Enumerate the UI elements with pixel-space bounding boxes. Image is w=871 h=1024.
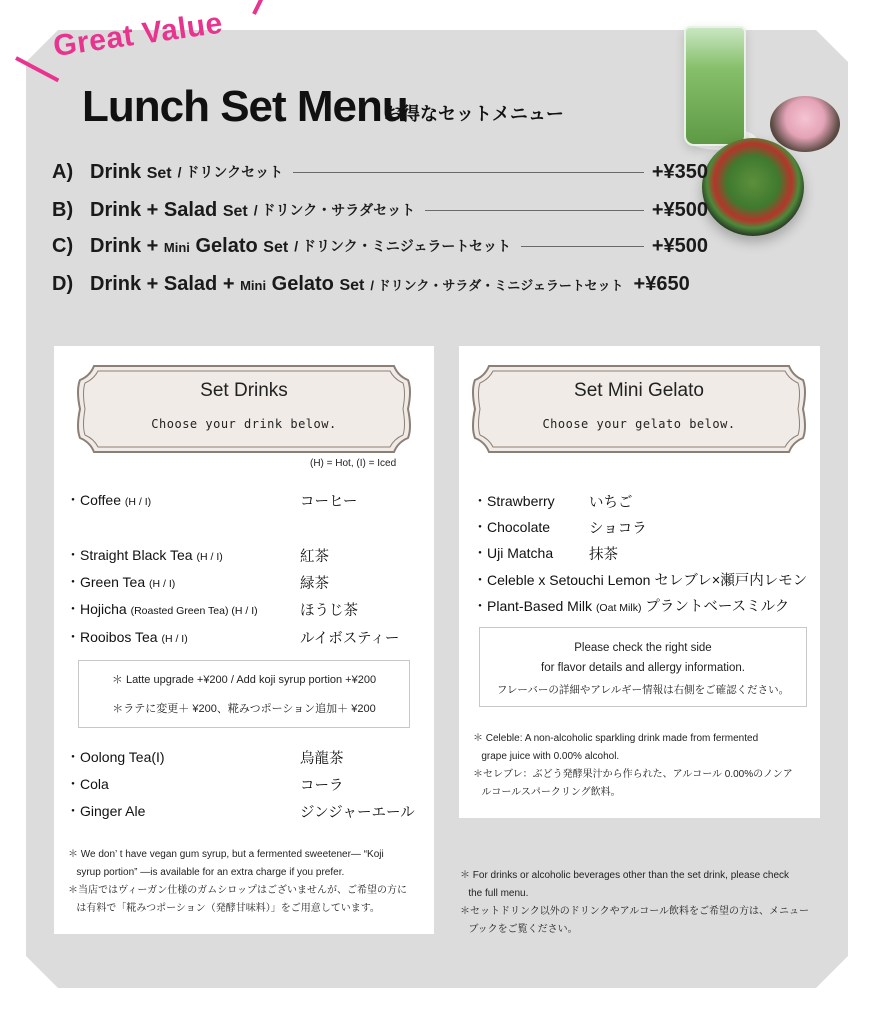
- drink-item-hojicha: ・Hojicha (Roasted Green Tea) (H / I): [66, 601, 258, 617]
- gelato-item-strawberry: ・Strawberry: [473, 493, 555, 509]
- leader-line: [425, 210, 644, 211]
- set-letter: A): [52, 160, 74, 183]
- set-price: +¥500: [651, 234, 708, 257]
- hot-iced-legend: (H) = Hot, (I) = Iced: [310, 458, 397, 469]
- set-gelato-header-frame: [469, 364, 809, 454]
- drink-item-jp: 緑茶: [300, 576, 329, 592]
- leader-line: [521, 246, 644, 247]
- leader-line: [293, 172, 644, 173]
- full-menu-footnote: ＊ For drinks or alcoholic beverages other than the set drink, please check the full menu. ＊セットドリンク以外のドリンクやアルコール飲料をご希望の方は、メニュー ブックをご覧ください。: [460, 870, 809, 935]
- vegan-syrup-footnote: ＊ We don’ t have vegan gum syrup, but a fermented sweetener— “Koji syrup portion” —is available for an extra charge if you prefer. ＊当店ではヴィーガン仕様のガムシロップはございませんが、ご希望の方に は有料で「糀みつポーション（発酵甘味料）」をご用意しています。: [68, 849, 407, 914]
- set-option-d: [52, 270, 708, 298]
- matcha-drink-image: [684, 26, 746, 146]
- ornamental-frame: [469, 364, 809, 454]
- set-gelato-title: Set Mini Gelato: [574, 380, 704, 401]
- upgrade-note-en: ＊ Latte upgrade +¥200 / Add koji syrup portion +¥200: [111, 674, 377, 686]
- flavor-info-note: Please check the right side for flavor details and allergy information. フレーバーの詳細やアレルギー情報は右側をご確認ください。: [479, 627, 807, 707]
- set-letter: D): [52, 272, 74, 295]
- gelato-item-jp: いちご: [589, 495, 633, 511]
- drink-item-oolong: ・Oolong Tea(I): [66, 749, 165, 765]
- set-name-jp: / ドリンク・ミニジェラートセット: [294, 238, 512, 254]
- drink-item-jp: コーラ: [300, 778, 344, 794]
- drink-item-black-tea: ・Straight Black Tea (H / I): [66, 547, 223, 563]
- drink-item-jp: ルイボスティー: [300, 631, 400, 647]
- salad-bowl-image: [702, 138, 804, 236]
- set-gelato-subtitle: Choose your gelato below.: [542, 417, 736, 431]
- set-drinks-subtitle: Choose your drink below.: [151, 417, 337, 431]
- set-letter: C): [52, 234, 74, 257]
- set-name-jp: / ドリンクセット: [177, 164, 284, 180]
- set-price: +¥350: [651, 160, 708, 183]
- drink-item-jp: 烏龍茶: [300, 751, 344, 767]
- set-name: Drink + Mini Gelato Set: [90, 234, 289, 257]
- upgrade-note-jp: ＊ラテに変更＋ ¥200、糀みつポーション追加＋ ¥200: [112, 703, 376, 715]
- set-letter: B): [52, 198, 74, 221]
- set-price: +¥650: [633, 272, 690, 295]
- drink-item-green-tea: ・Green Tea (H / I): [66, 574, 176, 590]
- set-option-c: [52, 232, 708, 260]
- drink-item-jp: 紅茶: [300, 549, 329, 565]
- drink-item-rooibos: ・Rooibos Tea (H / I): [66, 629, 188, 645]
- set-option-b: [52, 196, 708, 224]
- gelato-item-chocolate: ・Chocolate: [473, 519, 551, 535]
- drink-item-jp: ほうじ茶: [300, 603, 358, 619]
- drink-item-coffee: ・Coffee (H / I): [66, 492, 152, 508]
- gelato-item-jp: ショコラ: [589, 521, 647, 537]
- gelato-cup-image: [770, 96, 840, 152]
- set-drinks-panel: [54, 346, 434, 934]
- page-title: Lunch Set Menu: [82, 82, 408, 131]
- set-gelato-panel: [459, 346, 820, 818]
- set-name-jp: / ドリンク・サラダセット: [253, 202, 416, 218]
- set-price: +¥500: [651, 198, 708, 221]
- gelato-item-jp: 抹茶: [589, 547, 618, 563]
- latte-upgrade-note: [78, 660, 410, 728]
- drink-item-cola: ・Cola: [66, 776, 109, 792]
- set-name: Drink Set: [90, 160, 172, 183]
- gelato-item-plant-based: ・Plant-Based Milk (Oat Milk) プラントベースミルク: [473, 598, 790, 615]
- set-name-jp: / ドリンク・サラダ・ミニジェラートセット: [370, 277, 624, 293]
- drink-item-jp: コーヒー: [300, 494, 358, 510]
- gelato-item-celeble-lemon: ・Celeble x Setouchi Lemon セレブレ×瀬戸内レモン: [473, 572, 808, 589]
- page-title-jp: お得なセットメニュー: [384, 104, 564, 124]
- accent-stroke-right: [252, 0, 278, 15]
- set-drinks-title: Set Drinks: [200, 380, 288, 401]
- set-option-a: [52, 158, 708, 186]
- celeble-footnote: ＊ Celeble: A non-alcoholic sparkling drink made from fermented grape juice with 0.00% alcohol. ＊セレブレ：ぶどう発酵果汁から作られた、アルコール 0.00%のノンア ルコールスパークリング飲料。: [473, 733, 793, 798]
- set-drinks-header-frame: [74, 364, 414, 454]
- gelato-item-uji-matcha: ・Uji Matcha: [473, 545, 554, 561]
- set-name: Drink + Salad Set: [90, 198, 248, 221]
- set-name: Drink + Salad + Mini Gelato Set: [90, 272, 365, 295]
- ornamental-frame: [74, 364, 414, 454]
- great-value-tagline: Great Value: [51, 6, 225, 64]
- drink-item-jp: ジンジャーエール: [300, 805, 415, 821]
- drink-item-ginger-ale: ・Ginger Ale: [66, 803, 146, 819]
